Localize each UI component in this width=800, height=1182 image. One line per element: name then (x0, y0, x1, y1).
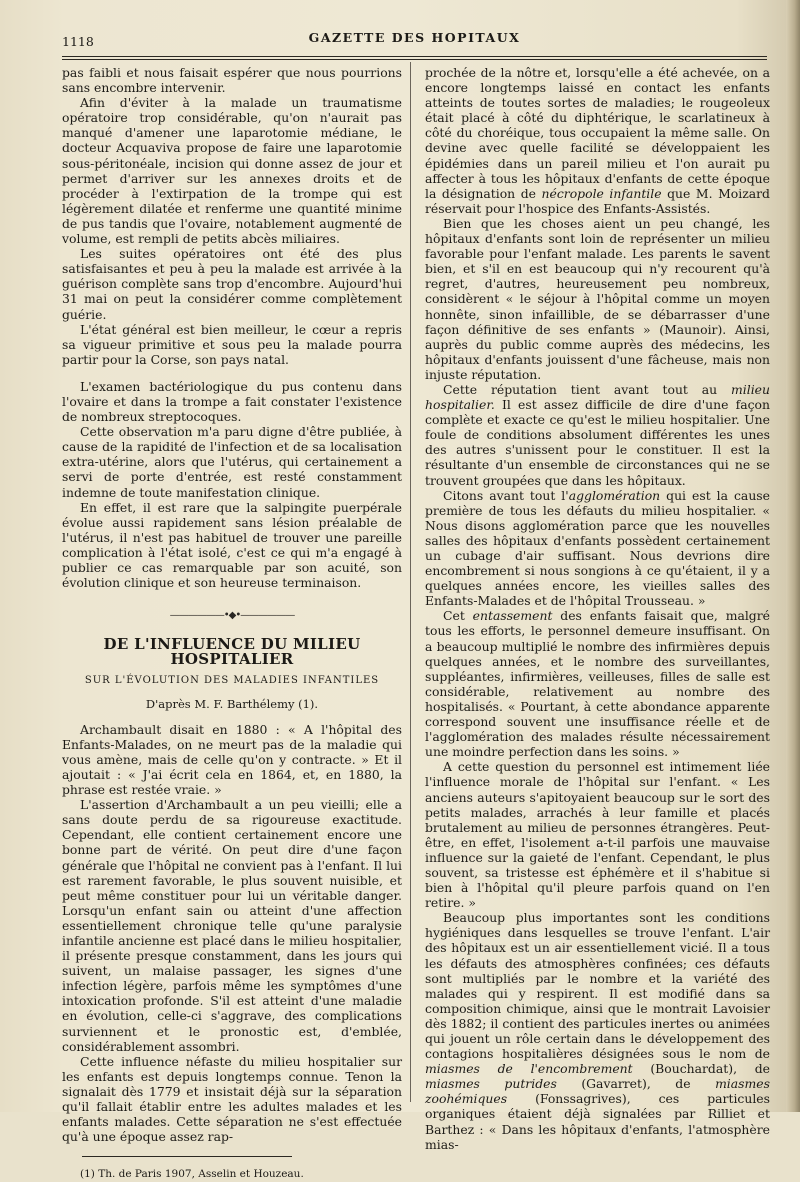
text-run: (Bouchardat), de (650, 1061, 770, 1077)
article-title: DE L'INFLUENCE DU MILIEU HOSPITALIER (103, 635, 361, 669)
italic-term: milieu hospitalier. (425, 381, 770, 413)
text-run: prochée de la nôtre et, lorsqu'elle a été achevée, on a encore longtemps laissé en contact les enfants atteints de toutes sortes de maladies; le rougeoleux était placé à côté du diphtérique, le scarlatineux à côté du choréique, tous occupaient la même salle. On devine avec quelle facilité se développaient les épidémies dans un pareil milieu et l'on aurait pu affecter à tous les hôpitaux d'enfants de cette époque la désignation de (425, 65, 770, 201)
article-byline: D'après M. F. Barthélemy (1). (145, 696, 319, 711)
italic-term: miasmes zoohémiques (425, 1076, 770, 1107)
paragraph: L'examen bactériologique du pus contenu dans l'ovaire et dans la trompe a fait constater l'existence de nombreux streptocoques. (62, 378, 402, 425)
paragraph: Archambault disait en 1880 : « A l'hôpital des Enfants-Malades, on ne meurt pas de la maladie qui vous amène, mais de celle qu'on y contracte. » Et il ajoutait : « J'ai écrit cela en 1864, et, en 1880, la phrase est restée vraie. » (62, 721, 402, 798)
paragraph (425, 382, 770, 488)
article-subtitle: SUR L'ÉVOLUTION DES MALADIES INFANTILES (84, 675, 380, 687)
paragraph (425, 65, 770, 216)
paragraph: A cette question du personnel est intimement liée l'influence morale de l'hôpital sur l'enfant. « Les anciens auteurs s'apitoyaient beaucoup sur le sort des petits malades, arrachés à leur famille et placés brutalement au milieu de personnes étrangères. Peut-être, en effet, l'isolement a-t-il parfois une mauvaise influence sur la gaieté de l'enfant. Cependant, le plus souvent, sa tristesse est éphémère et il s'habitue si bien à l'hôpital qu'il pleure parfois quand on l'en retire. » (425, 759, 770, 911)
paragraph: pas faibli et nous faisait espérer que nous pourrions sans encombre intervenir. (62, 65, 402, 96)
text-run: (Fonssagrives), ces particules organiques étaient déjà signalées par Rilliet et Barthez : « Dans les hôpitaux d'enfants, l'atmosphère mias- (425, 1091, 770, 1152)
page-edge (786, 0, 800, 1112)
header-rule (62, 56, 767, 57)
text-run: (Gavarret), de (581, 1076, 691, 1092)
text-run: qui est la cause première de tous les défauts du milieu hospitalier. « Nous disons agglomération parce que les nouvelles salles des hôpitaux d'enfants possèdent certainement un cubage d'air suffisant. Nous devrions dire encombrement si nous songions à ce qu'étaient, il y a quelques années encore, les vieilles salles des Enfants-Malades et de l'hôpital Trousseau. » (425, 487, 770, 609)
paragraph (425, 488, 770, 609)
paragraph: Cette observation m'a paru digne d'être publiée, à cause de la rapidité de l'infection et de sa localisation extra-utérine, alors que l'utérus, qui certainement a servi de porte d'entrée, est resté constamment indemne de toute manifestation clinique. (62, 424, 402, 500)
header-rule-double (62, 59, 767, 60)
paragraph: L'assertion d'Archambault a un peu vieilli; elle a sans doute perdu de sa rigoureuse exactitude. Cependant, elle contient certainement encore une bonne part de vérité. On peut dire d'une façon générale que l'hôpital ne convient pas à l'enfant. Il lui est rarement favorable, le plus souvent nuisible, et peut même constituer pour lui un véritable danger. Lorsqu'un enfant sain ou atteint d'une affection essentiellement chronique telle qu'une paralysie infantile ancienne est placé dans le milieu hospitalier, il présente presque constamment, dans les jours qui suivent, un malaise passager, les signes d'une infection légère, parfois même les symptômes d'une intoxication profonde. S'il est atteint d'une maladie en évolution, celle-ci s'aggrave, des complications surviennent et le pronostic est, d'emblée, considérablement assombri. (62, 797, 402, 1054)
italic-term: miasmes putrides (425, 1076, 557, 1092)
paragraph: En effet, il est rare que la salpingite puerpérale évolue aussi rapidement sans lésion préalable de l'utérus, il n'est pas habituel de trouver une pareille complication à l'état isolé, c'est ce qui m'a engagé à publier ce cas remarquable par son acuité, son évolution clinique et son heureuse terminaison. (62, 499, 402, 591)
italic-term: agglomération (568, 487, 661, 503)
paragraph (425, 910, 770, 1152)
left-column (62, 65, 402, 1182)
text-run: Il est assez difficile de dire d'une façon complète et exacte ce qu'est le milieu hospitalier. Une foule de conditions absolument différentes les unes des autres s'unissent pour le constituer. Il est la résultante d'un ensemble de circonstances qui ne se trouvent groupées que dans les hôpitaux. (425, 397, 770, 488)
paragraph: Les suites opératoires ont été des plus satisfaisantes et peu à peu la malade est arrivée à la guérison complète sans trop d'encombre. Aujourd'hui 31 mai on peut la considérer comme complètement guérie. (62, 246, 402, 322)
italic-term: nécropole infantile (541, 185, 662, 201)
column-divider (410, 62, 411, 1102)
text-run: Beaucoup plus importantes sont les conditions hygiéniques dans lesquelles se trouve l'enfant. L'air des hôpitaux est un air essentiellement vicié. Il a tous les défauts des atmosphères confinées; ces défauts sont multipliés par le nombre et la variété des malades qui y respirent. Il est modifié dans sa composition chimique, ainsi que le montrait Lavoisier dès 1882; il contient des particules inertes ou animées qui jouent un rôle certain dans le développement des contagions hospitalières désignées sous le nom de (425, 910, 770, 1062)
running-title: GAZETTE DES HOPITAUX (308, 30, 521, 45)
paragraph: Cette influence néfaste du milieu hospitalier sur les enfants est depuis longtemps connue. Tenon la signalait dès 1779 et insistait déjà sur la séparation qu'il fallait établir entre les adultes malades et les enfants malades. Cette séparation ne s'est effectuée qu'à une époque assez rap- (62, 1053, 402, 1145)
paragraph: Bien que les choses aient un peu changé, les hôpitaux d'enfants sont loin de représenter un milieu favorable pour l'enfant malade. Les parents le savent bien, et s'il en est beaucoup qui n'y recourent qu'à regret, d'autres, heureusement peu nombreux, considèrent « le séjour à l'hôpital comme un moyen honnête, sinon infaillible, de se débarrasser d'une façon définitive de ses enfants » (Maunoir). Ainsi, auprès du public comme auprès des médecins, les hôpitaux d'enfants jouissent d'une fâcheuse, mais non injuste réputation. (425, 215, 770, 382)
text-run: Cette réputation tient avant tout au (443, 381, 718, 397)
paragraph: L'état général est bien meilleur, le cœur a repris sa vigueur primitive et sous peu la malade pourra partir pour la Corse, son pays natal. (62, 321, 402, 367)
footnote-rule (82, 1156, 292, 1157)
right-column (425, 65, 770, 1152)
paragraph: Afin d'éviter à la malade un traumatisme opératoire trop considérable, qu'on n'aurait pas manqué d'amener une laparotomie médiane, le docteur Acquaviva propose de faire une laparotomie sous-péritonéale, incision qui donne assez de jour et permet d'arriver sur les annexes droits et de procéder à l'extirpation de la trompe qui est légèrement dilatée et renferme une quantité minime de pus tandis que l'ovaire, notablement augmenté de volume, est rempli de petits abcès miliaires. (62, 95, 402, 247)
text-run: des enfants faisait que, malgré tous les efforts, le personnel demeure insuffisant. On a beaucoup multiplié le nombre des infirmières depuis quelques années, et le nombre des surveillantes, suppléantes, infirmières, veilleuses, filles de salle est considérable, relativement au nombre des hospitalisés. « Pourtant, à cette abondance apparente correspond souvent une insuffisance réelle et de l'agglomération des malades résulte nécessairement une moindre perfection dans les soins. » (425, 608, 770, 760)
text-run: Citons avant tout l' (443, 487, 569, 503)
text-run: Cet (443, 608, 465, 624)
italic-term: miasmes de l'encombrement (425, 1061, 633, 1077)
text-run: que M. Moizard réservait pour l'hospice des Enfants-Assistés. (425, 185, 770, 216)
section-separator: ——————•◆•—————— (169, 610, 295, 622)
italic-term: entassement (472, 608, 553, 624)
page-number: 1118 (62, 34, 94, 49)
paragraph (425, 608, 770, 759)
page-header (62, 28, 767, 50)
footnote: (1) Th. de Paris 1907, Asselin et Houzeau. (80, 1168, 304, 1181)
